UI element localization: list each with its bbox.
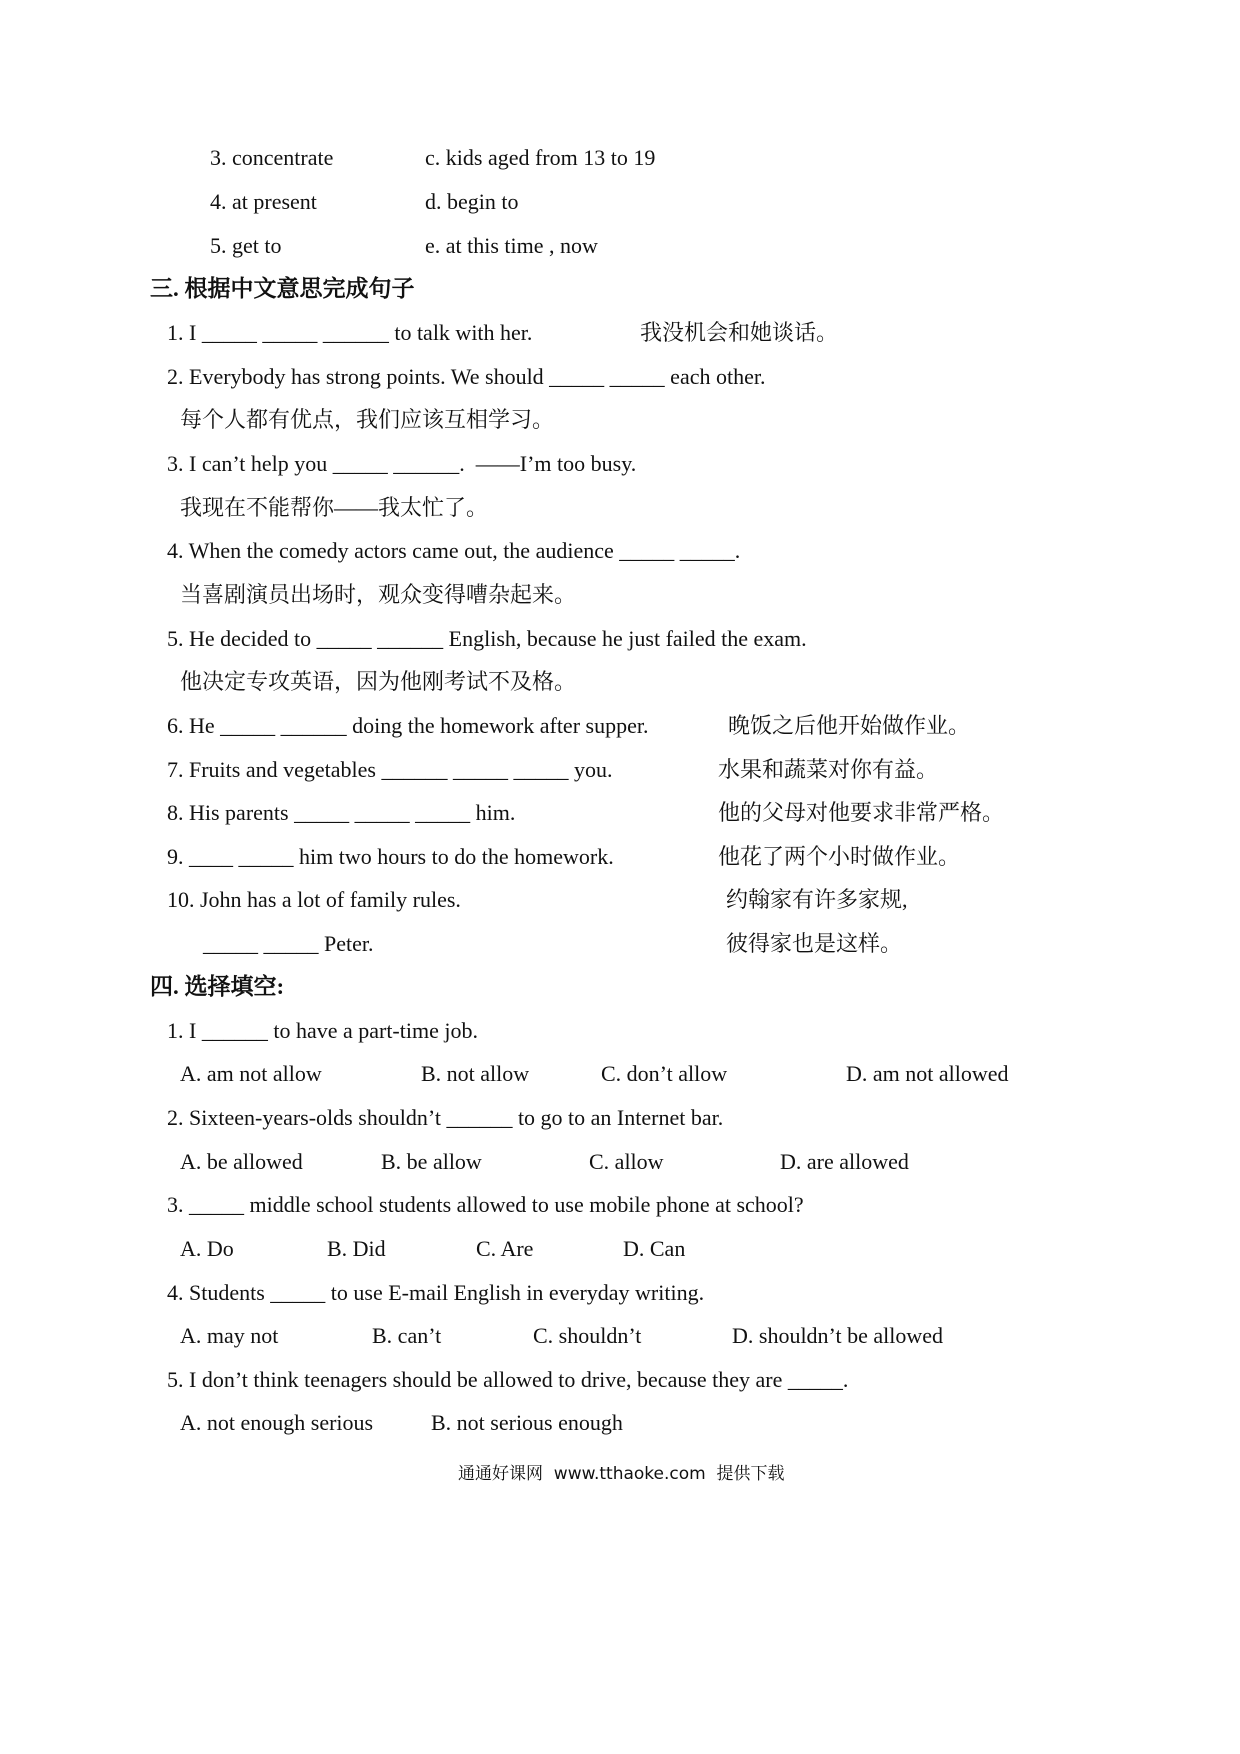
section4-heading: 四. 选择填空: — [150, 974, 285, 999]
s4-q4-option-b: B. can’t — [372, 1323, 442, 1348]
s3-item9-zh: 他花了两个小时做作业。 — [718, 844, 961, 869]
s3-item7-zh: 水果和蔬菜对你有益。 — [718, 757, 939, 782]
s3-item6-en: 6. He _____ ______ doing the homework after supper. — [167, 713, 649, 738]
s4-q3-option-d: D. Can — [623, 1236, 686, 1261]
s3-item4-zh: 当喜剧演员出场时，观众变得嘈杂起来。 — [180, 582, 577, 607]
page-footer: 通通好课网 www.tthaoke.com 提供下载 — [458, 1464, 785, 1484]
s4-q5-option-a: A. not enough serious — [180, 1410, 374, 1435]
s4-q2-option-d: D. are allowed — [780, 1149, 909, 1174]
s4-q4-option-d: D. shouldn’t be allowed — [732, 1323, 944, 1348]
s4-q2-option-a: A. be allowed — [180, 1149, 303, 1174]
s3-item4-en: 4. When the comedy actors came out, the audience _____ _____. — [167, 538, 741, 563]
s3-item6-zh: 晚饭之后他开始做作业。 — [728, 713, 971, 738]
s3-item7-en: 7. Fruits and vegetables ______ _____ _____ you. — [167, 757, 613, 782]
match-right-e: e. at this time , now — [425, 233, 598, 258]
s4-q1-option-c: C. don’t allow — [601, 1061, 728, 1086]
s4-q3-option-a: A. Do — [180, 1236, 234, 1261]
s4-q5-option-b: B. not serious enough — [431, 1410, 623, 1435]
s4-q5: 5. I don’t think teenagers should be allowed to drive, because they are _____. — [167, 1367, 849, 1392]
s4-q3-option-c: C. Are — [476, 1236, 534, 1261]
s3-item5-en: 5. He decided to _____ ______ English, because he just failed the exam. — [167, 626, 807, 651]
s3-item2-zh: 每个人都有优点，我们应该互相学习。 — [180, 407, 555, 432]
s3-item10b-zh: 彼得家也是这样。 — [726, 931, 903, 956]
match-right-d: d. begin to — [425, 189, 519, 214]
s3-item10-en: 10. John has a lot of family rules. — [167, 887, 461, 912]
s4-q2: 2. Sixteen-years-olds shouldn’t ______ to go to an Internet bar. — [167, 1105, 724, 1130]
s4-q4-option-c: C. shouldn’t — [533, 1323, 642, 1348]
s3-item10b-en: _____ _____ Peter. — [203, 931, 374, 956]
s4-q3: 3. _____ middle school students allowed to use mobile phone at school? — [167, 1192, 804, 1217]
s4-q1-option-b: B. not allow — [421, 1061, 530, 1086]
match-left-4: 4. at present — [210, 189, 317, 214]
s3-item1-zh: 我没机会和她谈话。 — [640, 320, 839, 345]
s4-q2-option-c: C. allow — [589, 1149, 664, 1174]
match-left-5: 5. get to — [210, 233, 282, 258]
s3-item3-zh: 我现在不能帮你——我太忙了。 — [180, 495, 489, 520]
match-right-c: c. kids aged from 13 to 19 — [425, 145, 656, 170]
s4-q2-option-b: B. be allow — [381, 1149, 482, 1174]
s4-q1: 1. I ______ to have a part-time job. — [167, 1018, 478, 1043]
s4-q4-option-a: A. may not — [180, 1323, 279, 1348]
section3-heading: 三. 根据中文意思完成句子 — [150, 276, 415, 301]
s4-q3-option-b: B. Did — [327, 1236, 386, 1261]
s4-q1-option-a: A. am not allow — [180, 1061, 322, 1086]
s4-q1-option-d: D. am not allowed — [846, 1061, 1009, 1086]
s3-item5-zh: 他决定专攻英语，因为他刚考试不及格。 — [180, 669, 577, 694]
s3-item1-en: 1. I _____ _____ ______ to talk with her. — [167, 320, 533, 345]
s3-item10-zh: 约翰家有许多家规, — [726, 887, 908, 912]
s3-item9-en: 9. ____ _____ him two hours to do the homework. — [167, 844, 614, 869]
s3-item8-en: 8. His parents _____ _____ _____ him. — [167, 800, 516, 825]
match-left-3: 3. concentrate — [210, 145, 334, 170]
s3-item2-en: 2. Everybody has strong points. We should _____ _____ each other. — [167, 364, 766, 389]
s3-item8-zh: 他的父母对他要求非常严格。 — [718, 800, 1005, 825]
s3-item3-en: 3. I can’t help you _____ ______. ——I’m too busy. — [167, 451, 637, 476]
s4-q4: 4. Students _____ to use E-mail English in everyday writing. — [167, 1280, 705, 1305]
